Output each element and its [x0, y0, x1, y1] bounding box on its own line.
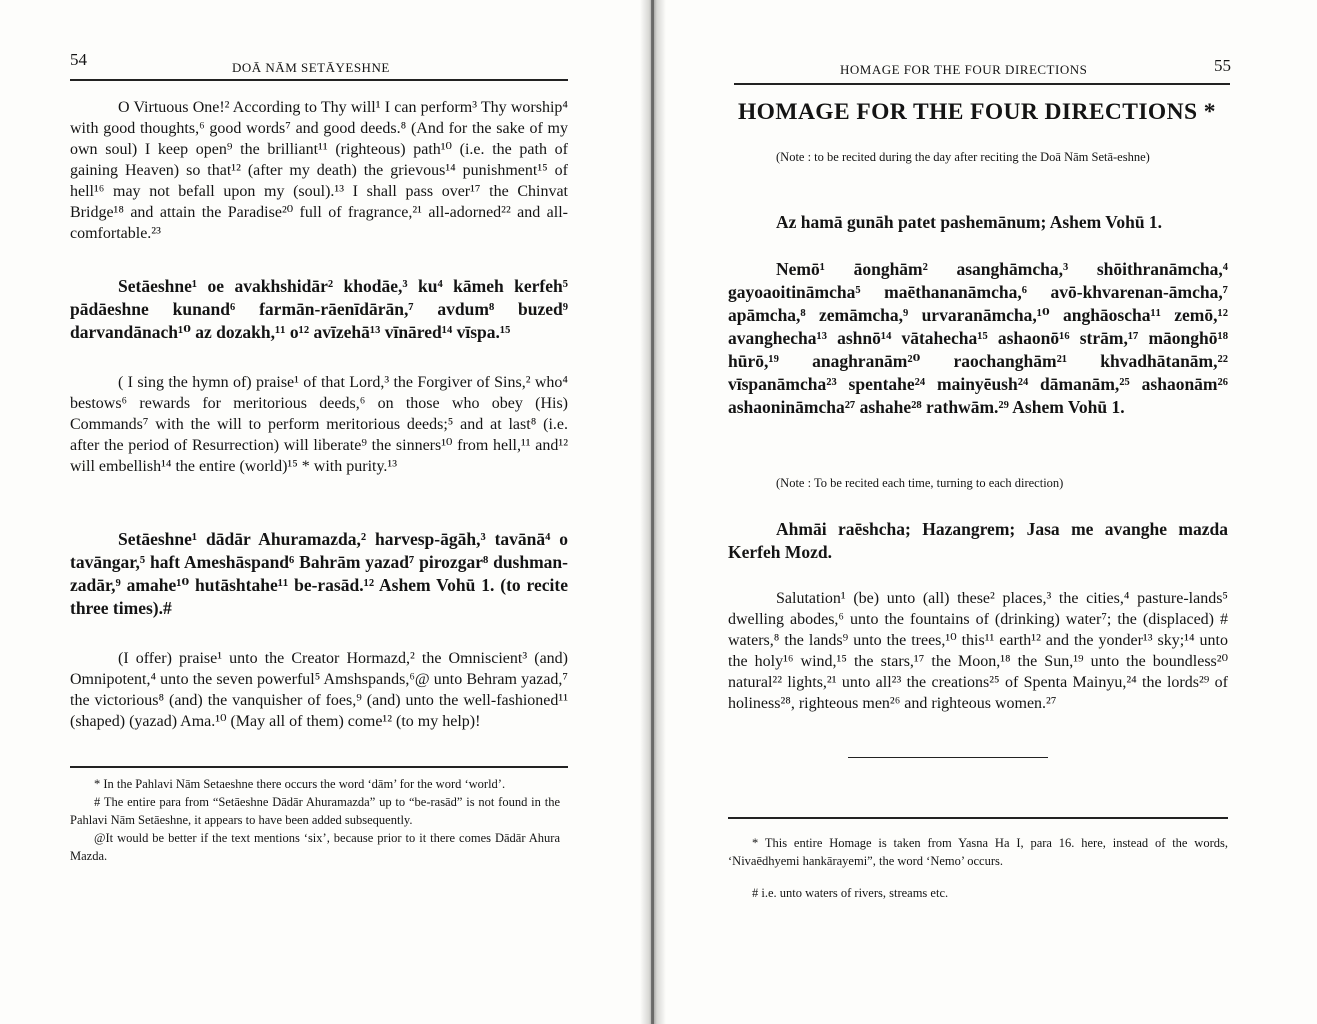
footnote: * This entire Homage is taken from Yasna Ha I, para 16. here, instead of the words, ‘Nivaēdhyemi hankārayemi”, the word ‘Nemo’ occurs.	[728, 836, 1228, 868]
avesta-paragraph: Nemō¹ āonghām² asanghāmcha,³ shōithranāmcha,⁴ gayoaoitināmcha⁵ maēthananāmcha,⁶ avō-khvarenan-āmcha,⁷ apāmcha,⁸ zemāmcha,⁹ urvaranāmcha,¹⁰ anghāoscha¹¹ zemō,¹² avanghecha¹³ ashnō¹⁴ vātahecha¹⁵ ashaonō¹⁶ strām,¹⁷ māonghō¹⁸ hūrō,¹⁹ anaghranām²⁰ raochanghām²¹ khvadhātanām,²² vīspanāmcha²³ spentahe²⁴ mainyēush²⁴ dāmanām,²⁵ ashaonām²⁶ ashaonināmcha²⁷ ashahe²⁸ rathwām.²⁹ Ashem Vohū 1.	[728, 259, 1228, 417]
avesta-paragraph: Az hamā gunāh patet pashemānum; Ashem Vohū 1.	[776, 212, 1163, 232]
footnote: # The entire para from “Setāeshne Dādār Ahuramazda” up to “be-rasād” is not found in the Pahlavi Nām Setāeshne, it appears to have been added subsequently.	[70, 795, 560, 827]
avesta-block-3	[728, 518, 1228, 564]
translation-paragraph: Salutation¹ (be) unto (all) these² places,³ the cities,⁴ pasture-lands⁵ dwelling abodes,⁶ unto the fountains of (drinking) water⁷; the (displaced) # waters,⁸ the lands⁹ unto the trees,¹⁰ this¹¹ earth¹² and the yonder¹³ sky;¹⁴ unto the holy¹⁶ wind,¹⁵ the stars,¹⁷ the Moon,¹⁸ the Sun,¹⁹ unto the boundless²⁰ natural²² lights,²¹ unto all²³ the creations²⁵ of Spenta Mainyu,²⁴ the lords²⁹ of holiness²⁸, righteous men²⁶ and righteous women.²⁷	[728, 590, 1228, 712]
footnote: * In the Pahlavi Nām Setaeshne there occurs the word ‘dām’ for the word ‘world’.	[94, 777, 506, 791]
note-block-1	[728, 148, 1228, 166]
header-rule	[70, 79, 568, 81]
right-page	[658, 0, 1317, 1024]
header-rule	[734, 83, 1230, 85]
avesta-block-2	[728, 258, 1228, 419]
gutter-fold	[651, 0, 654, 1024]
footnote-rule	[70, 766, 568, 768]
left-page	[0, 0, 648, 1024]
footnote-rule	[728, 817, 1228, 819]
avesta-paragraph: Setāeshne¹ dādār Ahuramazda,² harvesp-āgāh,³ tavānā⁴ o tavāngar,⁵ haft Ameshāspand⁶ Bahrām yazad⁷ pirozgar⁸ dushman-zadār,⁹ amahe¹⁰ hutāshtahe¹¹ be-rasād.¹² Ashem Vohū 1. (to recite three times).#	[70, 529, 568, 618]
avesta-block-2	[70, 528, 568, 620]
avesta-block-1	[728, 211, 1228, 234]
avesta-block-1	[70, 275, 568, 344]
avesta-paragraph: Setāeshne¹ oe avakhshidār² khodāe,³ ku⁴ kāmeh kerfeh⁵ pādāeshne kunand⁶ farmān-rāenīdārān,⁷ avdum⁸ buzed⁹ darvandānach¹⁰ az dozakh,¹¹ o¹² avīzehā¹³ vīnāred¹⁴ vīspa.¹⁵	[70, 276, 568, 342]
footnotes	[70, 775, 560, 865]
recitation-note: (Note : To be recited each time, turning to each direction)	[776, 476, 1064, 490]
page-title: HOMAGE FOR THE FOUR DIRECTIONS *	[738, 99, 1216, 125]
translation-paragraph: ( I sing the hymn of) praise¹ of that Lord,³ the Forgiver of Sins,² who⁴ bestows⁶ rewards for meritorious deeds,⁶ on those who obey (His) Commands⁷ with the will to perform meritorious deeds;⁵ and at last⁸ (i.e. after the period of Resurrection) will liberate⁹ the sinners¹⁰ from hell,¹¹ and¹² will embellish¹⁴ the entire (world)¹⁵ * with purity.¹³	[70, 374, 568, 475]
footnote: # i.e. unto waters of rivers, streams etc.	[752, 886, 949, 900]
avesta-paragraph: Ahmāi raēshcha; Hazangrem; Jasa me avanghe mazda Kerfeh Mozd.	[728, 519, 1228, 562]
translation-paragraph: (I offer) praise¹ unto the Creator Hormazd,² the Omniscient³ (and) Omnipotent,⁴ unto the seven powerful⁵ Amshspands,⁶@ unto Behram yazad,⁷ the victorious⁸ (and) the vanquisher of foes,⁹ (and) unto the well-fashioned¹¹ (shaped) (yazad) Ama.¹⁰ (May all of them) come¹² (to my help)!	[70, 650, 568, 730]
note-block-2	[728, 474, 1228, 492]
translation-block-1	[70, 97, 568, 244]
translation-block	[728, 588, 1228, 714]
page-number: 54	[70, 50, 87, 69]
page-number: 55	[1214, 56, 1231, 75]
translation-block-2	[70, 372, 568, 477]
translation-paragraph: O Virtuous One!² According to Thy will¹ I can perform³ Thy worship⁴ with good thoughts,⁶ good words⁷ and good deeds.⁸ (And for the sake of my own soul) I keep open⁹ the brilliant¹¹ (righteous) path¹⁰ (i.e. the path of gaining Heaven) so that¹² (after my death) the grievous¹⁴ punishment¹⁵ of hell¹⁶ may not befall upon my (soul).¹³ I shall pass over¹⁷ the Chinvat Bridge¹⁸ and attain the Paradise²⁰ full of fragrance,²¹ all-adorned²² and all-comfortable.²³	[70, 99, 568, 242]
translation-block-3	[70, 648, 568, 732]
recitation-note: (Note : to be recited during the day after reciting the Doā Nām Setā-eshne)	[776, 150, 1150, 164]
footnotes	[728, 834, 1228, 902]
title-block	[738, 99, 1228, 126]
running-head: HOMAGE FOR THE FOUR DIRECTIONS	[840, 62, 1088, 77]
running-head: DOĀ NĀM SETĀYESHNE	[232, 60, 390, 75]
footnote: @It would be better if the text mentions ‘six’, because prior to it there comes Dādār Ahura Mazda.	[70, 831, 560, 863]
section-rule	[848, 757, 1048, 758]
